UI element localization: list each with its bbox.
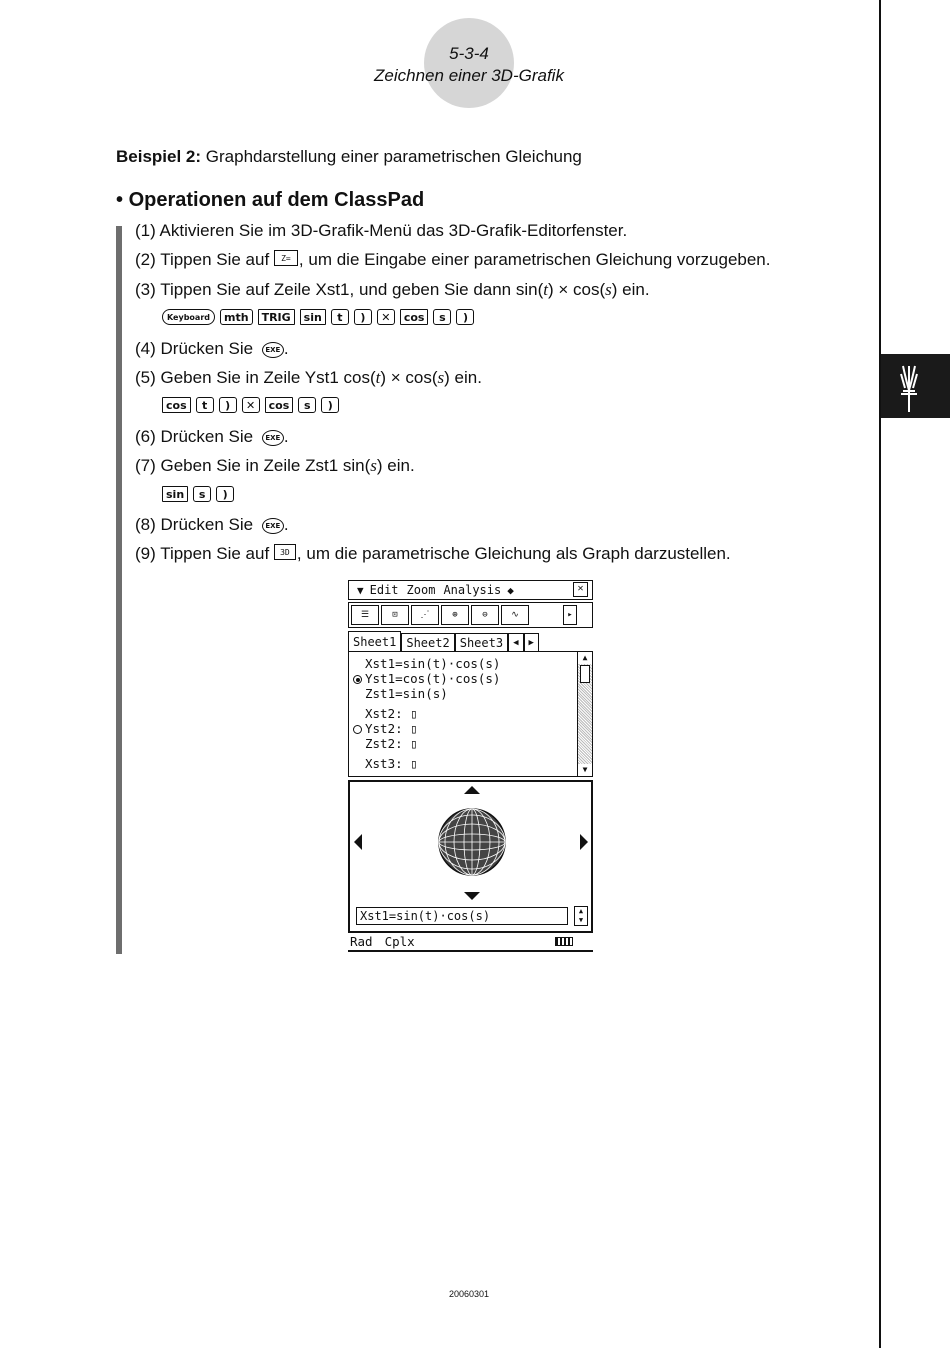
menu-analysis[interactable]: Analysis xyxy=(443,583,502,597)
key-s: s xyxy=(298,397,316,413)
key-cos: cos xyxy=(162,397,191,413)
toolbar-next-icon[interactable]: ▸ xyxy=(563,605,577,625)
zoom-in-icon[interactable]: ⊕ xyxy=(441,605,469,625)
key-t: t xyxy=(196,397,214,413)
exe-key: EXE xyxy=(262,342,284,358)
line-xst2[interactable]: Xst2: ▯ xyxy=(365,706,418,721)
step-6-text: (6) Drücken Sie xyxy=(135,427,258,446)
step-4-period: . xyxy=(283,339,289,358)
key-close-paren: ) xyxy=(321,397,339,413)
step-5-text-c: ) ein. xyxy=(444,368,482,387)
line-zst1[interactable]: Zst1=sin(s) xyxy=(365,686,448,701)
line-yst1[interactable]: Yst1=cos(t)·cos(s) xyxy=(365,671,501,686)
pan-down-icon xyxy=(464,892,480,900)
expression-input[interactable]: Xst1=sin(t)·cos(s) xyxy=(356,907,568,925)
scroll-thumb[interactable] xyxy=(580,665,590,683)
view-window-icon[interactable]: ⊡ xyxy=(381,605,409,625)
toolbar-blank xyxy=(531,605,561,625)
graph-editor xyxy=(348,651,593,777)
graph-type-icon[interactable]: ⋰ xyxy=(411,605,439,625)
step-2 xyxy=(135,250,770,270)
chapter-tab-3d-graph-icon xyxy=(881,354,950,418)
key-s: s xyxy=(193,486,211,502)
key-s: s xyxy=(433,309,451,325)
battery-icon xyxy=(555,937,573,946)
step-8-period: . xyxy=(283,515,289,534)
tab-scroll-left-icon[interactable]: ◀ xyxy=(508,633,523,651)
line-zst2[interactable]: Zst2: ▯ xyxy=(365,736,418,751)
step-6-period: . xyxy=(283,427,289,446)
exe-key: EXE xyxy=(262,518,284,534)
pan-right-icon xyxy=(580,834,588,850)
key-sin: sin xyxy=(300,309,326,325)
step-4 xyxy=(135,339,289,359)
menu-edit[interactable]: Edit xyxy=(369,583,399,597)
key-close-paren: ) xyxy=(456,309,474,325)
line-xst3[interactable]: Xst3: ▯ xyxy=(365,756,418,771)
step-7-text-b: ) ein. xyxy=(376,456,415,475)
footer-code: 20060301 xyxy=(448,1289,490,1299)
step-3-keys xyxy=(162,308,474,326)
step-9-text-a: (9) Tippen Sie auf xyxy=(135,544,274,563)
step-3-var-s: s xyxy=(605,280,612,299)
key-multiply: ✕ xyxy=(377,309,395,325)
step-7-keys xyxy=(162,485,234,503)
key-keyboard: Keyboard xyxy=(162,309,215,325)
pan-left-icon xyxy=(354,834,362,850)
toolbar xyxy=(348,602,593,628)
key-cos: cos xyxy=(265,397,294,413)
right-margin-rule xyxy=(879,0,881,1348)
step-5-var-s: s xyxy=(437,368,445,387)
step-5-text-b: ) × cos( xyxy=(380,368,438,387)
status-bar xyxy=(348,933,593,952)
key-sin: sin xyxy=(162,486,188,502)
step-3-text-c: ) ein. xyxy=(611,280,650,299)
step-5-text-a: (5) Geben Sie in Zeile Yst1 cos( xyxy=(135,368,376,387)
draw-3d-graph-icon: 3D xyxy=(274,544,296,560)
procedure-bar xyxy=(116,226,122,954)
tab-sheet3[interactable]: Sheet3 xyxy=(455,633,508,651)
graph-window[interactable] xyxy=(348,780,593,933)
example-text: Graphdarstellung einer parametrischen Gleichung xyxy=(205,147,582,166)
menu-diamond-icon[interactable]: ◆ xyxy=(507,583,514,597)
tab-sheet2[interactable]: Sheet2 xyxy=(401,633,454,651)
line-yst2[interactable]: Yst2: ▯ xyxy=(365,721,418,736)
radio-selected-icon[interactable] xyxy=(353,675,362,684)
zoom-out-icon[interactable]: ⊖ xyxy=(471,605,499,625)
parametric-icon: Z= xyxy=(274,250,298,266)
input-scroll-icon[interactable]: ▲ ▼ xyxy=(574,906,588,926)
step-5-keys xyxy=(162,396,339,414)
menu-bar xyxy=(348,580,593,600)
step-1: (1) Aktivieren Sie im 3D-Grafik-Menü das 3D-Grafik-Editorfenster. xyxy=(135,221,628,240)
step-9-text-b: , um die parametrische Gleichung als Graph darzustellen. xyxy=(296,544,731,563)
classpad-screenshot xyxy=(348,580,593,952)
sort-icon[interactable]: ☰ xyxy=(351,605,379,625)
scroll-up-icon[interactable]: ▲ xyxy=(578,652,592,664)
step-7-var-s: s xyxy=(370,456,377,475)
draw-icon[interactable]: ∿ xyxy=(501,605,529,625)
step-4-text: (4) Drücken Sie xyxy=(135,339,258,358)
exe-key: EXE xyxy=(262,430,284,446)
key-close-paren: ) xyxy=(219,397,237,413)
step-3-text-a: (3) Tippen Sie auf Zeile Xst1, und geben Sie dann sin( xyxy=(135,280,544,299)
line-xst1[interactable]: Xst1=sin(t)·cos(s) xyxy=(365,656,501,671)
section-heading: • Operationen auf dem ClassPad xyxy=(116,189,425,211)
editor-scrollbar[interactable] xyxy=(577,652,592,776)
example-label: Beispiel 2: xyxy=(116,147,202,166)
key-mth: mth xyxy=(220,309,253,325)
menu-dropdown-icon[interactable]: ▼ xyxy=(357,583,364,597)
section-title: Zeichnen einer 3D-Grafik xyxy=(374,66,564,85)
step-7 xyxy=(135,456,415,476)
example-heading xyxy=(116,147,582,167)
tab-sheet1[interactable]: Sheet1 xyxy=(348,631,401,651)
step-8-text: (8) Drücken Sie xyxy=(135,515,258,534)
pan-up-icon xyxy=(464,786,480,794)
sheet-tabs xyxy=(348,631,593,651)
step-5 xyxy=(135,368,482,388)
step-8 xyxy=(135,515,289,535)
key-t: t xyxy=(331,309,349,325)
step-6 xyxy=(135,427,289,447)
step-9 xyxy=(135,544,731,564)
step-3-var-t: t xyxy=(543,280,548,299)
step-7-text-a: (7) Geben Sie in Zeile Zst1 sin( xyxy=(135,456,371,475)
radio-icon[interactable] xyxy=(353,725,362,734)
complex-mode[interactable]: Cplx xyxy=(384,934,415,949)
key-multiply: ✕ xyxy=(242,397,260,413)
step-5-var-t: t xyxy=(375,368,381,387)
close-icon[interactable]: ✕ xyxy=(573,582,588,597)
section-heading-text: Operationen auf dem ClassPad xyxy=(128,189,425,211)
menu-zoom[interactable]: Zoom xyxy=(406,583,436,597)
section-number: 5-3-4 xyxy=(449,44,489,63)
scroll-down-icon[interactable]: ▼ xyxy=(578,764,592,776)
angle-mode[interactable]: Rad xyxy=(350,934,373,949)
key-close-paren: ) xyxy=(354,309,372,325)
step-3-text-b: ) × cos( xyxy=(548,280,606,299)
key-close-paren: ) xyxy=(216,486,234,502)
key-cos: cos xyxy=(400,309,429,325)
key-trig: TRIG xyxy=(258,309,295,325)
step-3 xyxy=(135,280,650,300)
step-2-text-b: , um die Eingabe einer parametrischen Gleichung vorzugeben. xyxy=(298,250,771,269)
step-2-text-a: (2) Tippen Sie auf xyxy=(135,250,274,269)
tab-scroll-right-icon[interactable]: ▶ xyxy=(524,633,539,651)
